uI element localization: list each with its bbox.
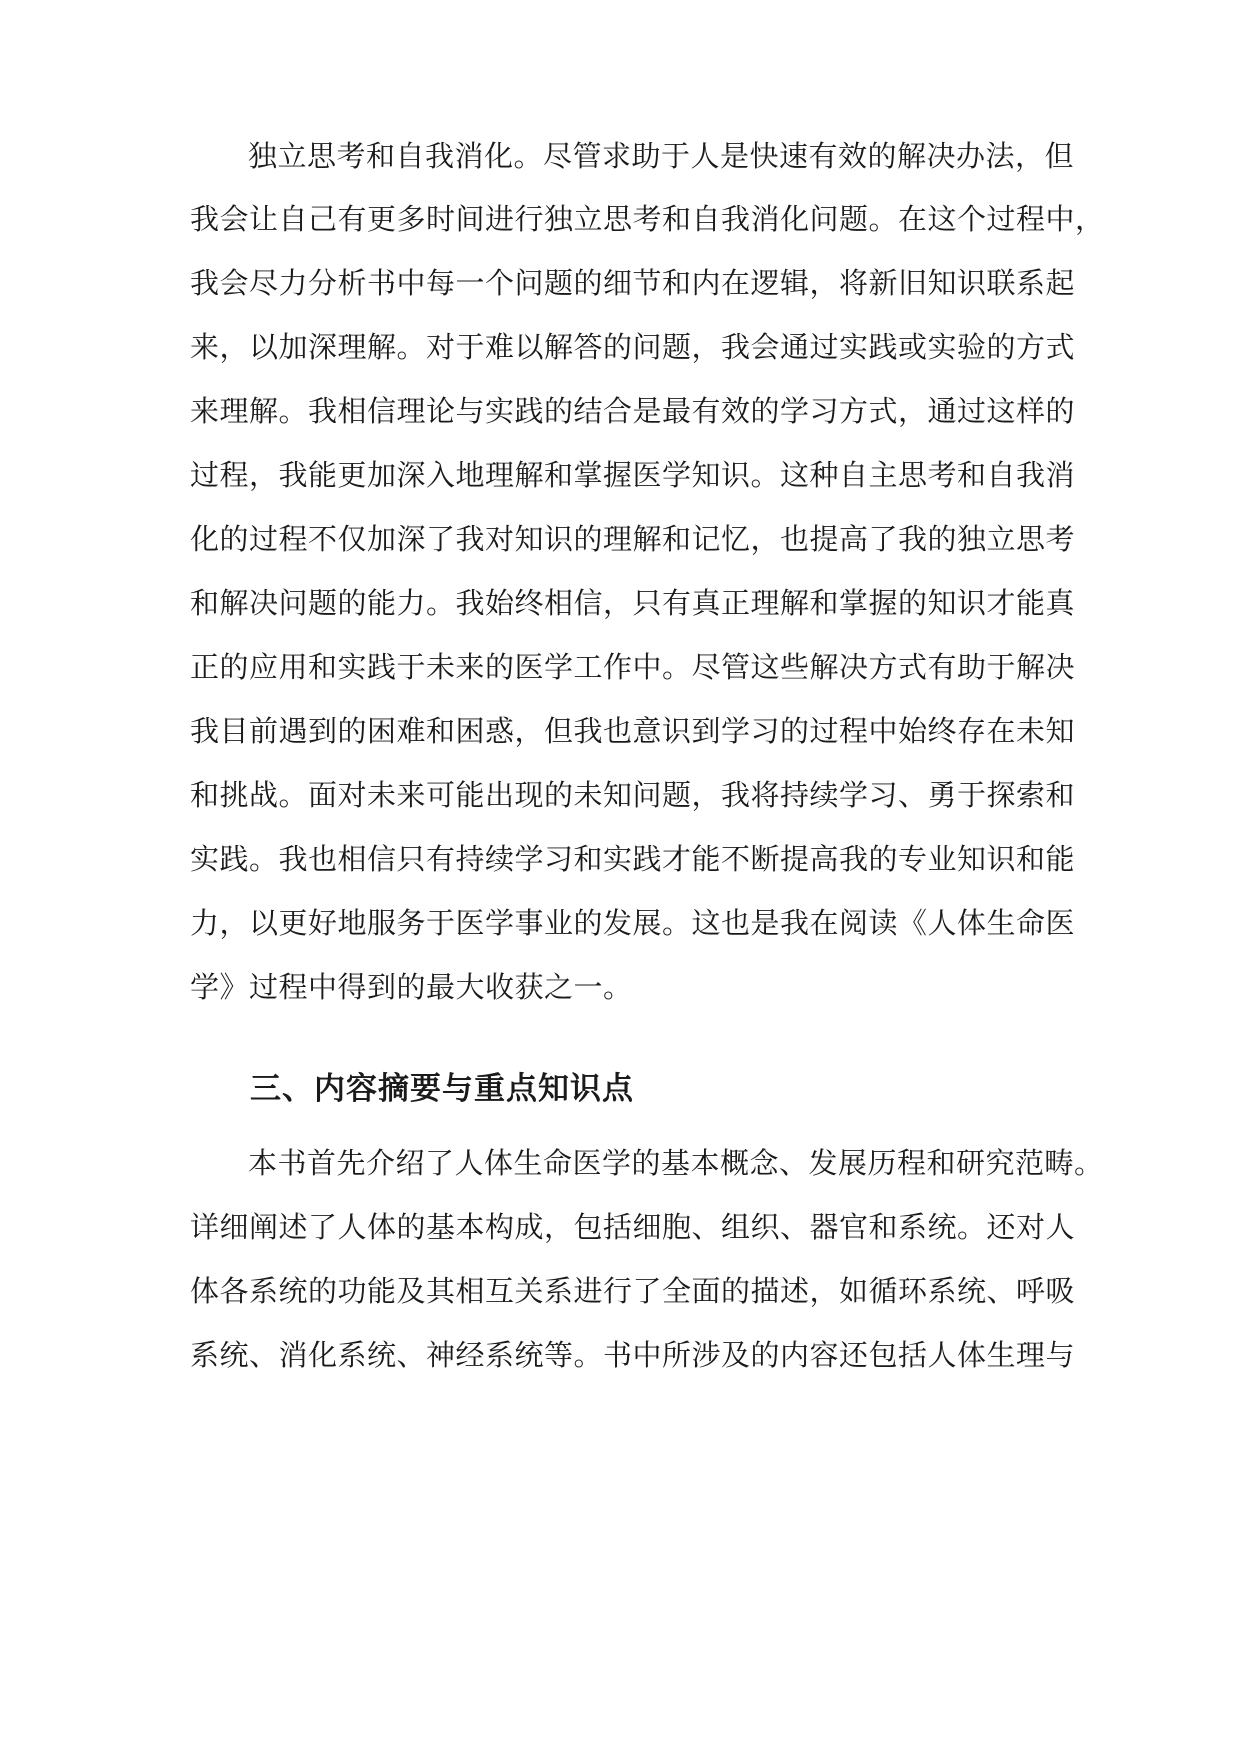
paragraph-1-line-5: 来理解。我相信理论与实践的结合是最有效的学习方式，通过这样的 bbox=[190, 394, 1076, 428]
paragraph-1-line-6: 过程，我能更加深入地理解和掌握医学知识。这种自主思考和自我消 bbox=[190, 458, 1076, 492]
paragraph-2-line-3: 体各系统的功能及其相互关系进行了全面的描述，如循环系统、呼吸 bbox=[190, 1274, 1076, 1308]
paragraph-1-line-14: 学》过程中得到的最大收获之一。 bbox=[190, 970, 633, 1004]
paragraph-1-line-7: 化的过程不仅加深了我对知识的理解和记忆，也提高了我的独立思考 bbox=[190, 522, 1076, 556]
paragraph-1-line-4: 来，以加深理解。对于难以解答的问题，我会通过实践或实验的方式 bbox=[190, 330, 1076, 364]
paragraph-2-line-1: 本书首先介绍了人体生命医学的基本概念、发展历程和研究范畴。 bbox=[248, 1146, 1104, 1180]
paragraph-1-line-2: 我会让自己有更多时间进行独立思考和自我消化问题。在这个过程中， bbox=[190, 202, 1105, 236]
section-heading: 三、内容摘要与重点知识点 bbox=[250, 1071, 634, 1107]
paragraph-1-line-10: 我目前遇到的困难和困惑，但我也意识到学习的过程中始终存在未知 bbox=[190, 714, 1076, 748]
paragraph-1-line-9: 正的应用和实践于未来的医学工作中。尽管这些解决方式有助于解决 bbox=[190, 650, 1076, 684]
paragraph-2-line-2: 详细阐述了人体的基本构成，包括细胞、组织、器官和系统。还对人 bbox=[190, 1210, 1076, 1244]
paragraph-1-line-11: 和挑战。面对未来可能出现的未知问题，我将持续学习、勇于探索和 bbox=[190, 778, 1076, 812]
paragraph-1-line-13: 力，以更好地服务于医学事业的发展。这也是我在阅读《人体生命医 bbox=[190, 906, 1076, 940]
paragraph-1-line-3: 我会尽力分析书中每一个问题的细节和内在逻辑，将新旧知识联系起 bbox=[190, 266, 1076, 300]
paragraph-1-line-12: 实践。我也相信只有持续学习和实践才能不断提高我的专业知识和能 bbox=[190, 842, 1076, 876]
paragraph-1-line-8: 和解决问题的能力。我始终相信，只有真正理解和掌握的知识才能真 bbox=[190, 586, 1076, 620]
paragraph-1-line-1: 独立思考和自我消化。尽管求助于人是快速有效的解决办法，但 bbox=[248, 139, 1075, 173]
paragraph-2-line-4: 系统、消化系统、神经系统等。书中所涉及的内容还包括人体生理与 bbox=[190, 1338, 1076, 1372]
